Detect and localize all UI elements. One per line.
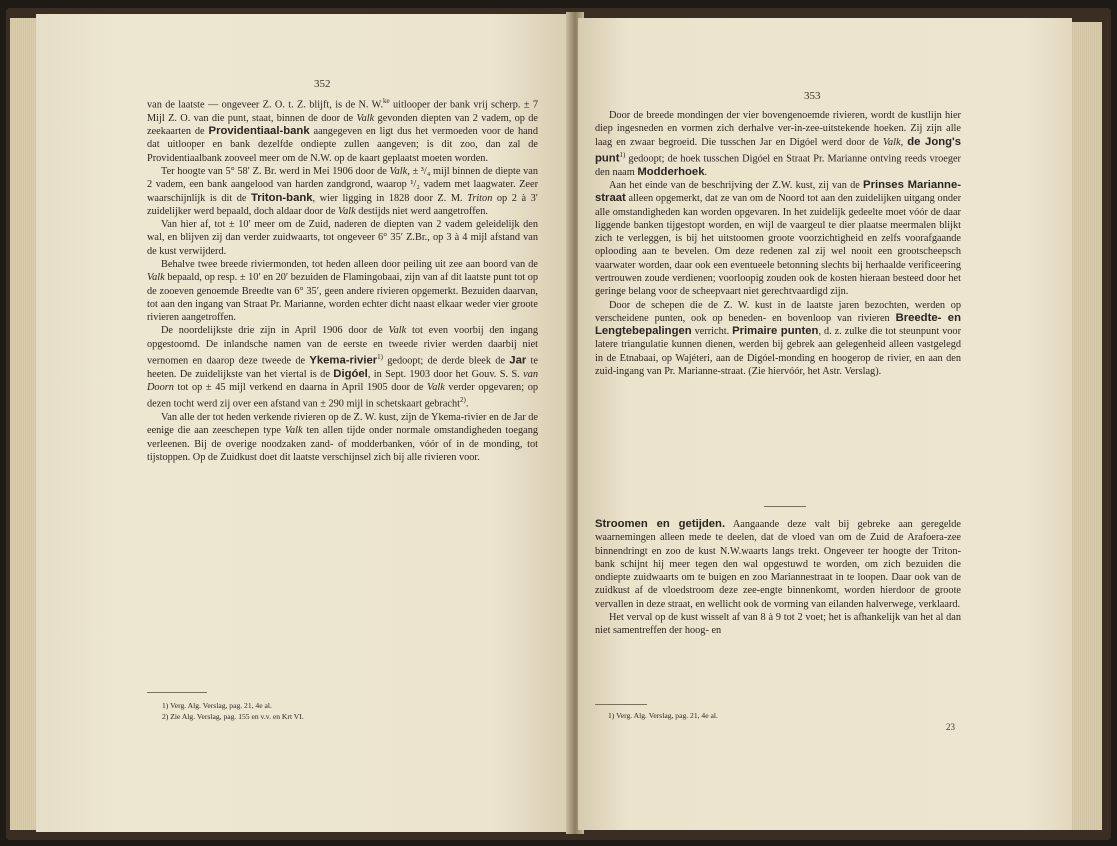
superscript: ke [383,97,390,105]
bold-term: Digóel [333,367,368,380]
text-run: verricht. [691,326,733,338]
page-number-right: 353 [804,90,821,102]
footnote: 1) Verg. Alg. Verslag, pag. 21, 4e al. [608,711,718,720]
text-run: gevonden diepten van 2 vadem, op de zeekaarten de [147,112,538,138]
bold-term: Ykema-rivier [309,354,378,367]
paragraph [595,109,961,179]
paragraph [147,411,538,464]
text-run: te heeten. De zuidelijkste van het viertal is de [147,355,538,380]
footnote-ref: 1) [619,150,626,159]
page-edges-left [10,18,38,830]
footnote: 1) Verg. Alg. Verslag, pag. 21, 4e al. [162,701,272,710]
bold-term: Jar [509,354,527,367]
paragraph [147,95,538,165]
text-run: , ± ³/₄ mijl binnen de diepte van 2 vadem, een bank aangelood van harden zandgrond, waarop ¹/₂ vadem met laagwater. Zeer waarschijnlijk is dit de [147,165,538,204]
bold-term: Primaire punten [732,325,819,338]
bold-term: Providentiaal-bank [208,125,310,138]
text-run: , d. z. zulke die tot steunpunt voor latere triangulatie kunnen dienen, werden bij gebrek aan gelegenheid alleen vastgelegd in de Etnabaai, op Wajéteri, aan de Digóel-monding en hoogerop de rivier, en aan den zuid-ingang van Pr. Marianne-straat. (Zie hiervóór, het Astr. Verslag). [595,326,961,378]
ship-name: van Doorn [147,368,538,394]
bold-term: Triton-bank [251,191,313,204]
bold-term: Modderhoek [637,165,705,178]
ship-name: Valk [388,325,407,337]
text-run: Door de schepen die de Z. W. kust in de laatste jaren bezochten, werden op verscheidene punten, ook op beneden- en bovenloop van rivieren [595,299,961,324]
ship-name: Valk [337,205,356,217]
text-run: Ter hoogte van 5° 58′ Z. Br. werd in Mei 1906 door de [161,165,390,177]
paragraph [595,518,961,611]
ship-name: Valk [284,425,303,437]
ship-name: Valk [427,382,445,394]
text-run: verder opgevaren; op dezen tocht werd zij over een afstand van ± 290 mijl in schetskaart gebracht [147,382,538,410]
text-run: van de laatste — ongeveer Z. O. t. Z. blijft, is de N. W. [147,99,384,111]
paragraph [147,324,538,411]
paragraph [595,179,961,299]
text-run: tot op ± 45 mijl verkend en daarna in April 1905 door de [173,382,428,394]
paragraph: Het verval op de kust wisselt af van 8 à 9 tot 2 voet; het is afhankelijk van het al dan niet samentreffen der hoog- en [595,612,961,637]
paragraph [595,299,961,379]
paragraph: Van hier af, tot ± 10′ meer om de Zuid, naderen de diepten van 2 vadem geleidelijk den wal, en blijven zij dan verder zuidwaarts, tot ongeveer 6° 35′ Z.Br., op 3 à 4 mijl afstand van de kust verwijderd. [147,219,538,257]
ship-name: Valk [147,272,165,284]
text-run: bepaald, op resp. ± 10′ en 20′ bezuiden de Flamingobaai, zijn van af dit laatste punt tot op de zooeven genoemde Breedte van 6° 35′, geen andere rivieren opgemerkt. Bezuiden daarvan, tot aan den ingang van Straat Pr. Marianne, worden echter dicht naast elkaar weder vier groote rivieren aangetroffen. [147,272,538,324]
left-page [36,14,572,832]
section-divider [764,506,806,507]
text-run: gedoopt; de hoek tusschen Digóel en Straat Pr. Marianne ontving reeds vroeger den naam [595,153,961,178]
text-run: gedoopt; de derde bleek de [382,355,510,367]
footnote-ref: 2) [460,396,466,405]
text-run: . [465,398,469,410]
ship-name: Triton [467,192,493,204]
text-run: aangegeven en ligt dus het vermoeden voor de hand dat uitlooper en bank dezelfde ondiepte zullen aangeven; is dit zoo, dan zal de Providentiaalbank zooveel meer om de N.W. op de kaart geplaatst moeten worden. [147,126,538,164]
bold-term: Prinses Marianne-straat [595,178,961,205]
signature-mark: 23 [946,722,955,732]
bold-term: Breedte- en Lengtebepalingen [595,311,961,338]
text-run: . [704,166,708,178]
text-run: alleen opgemerkt, dat ze van om de Noord tot aan den zuidelijken uitgang onder alle omstandigheden kan worden opgevaren. In het zuidelijk gedeelte moet vóór de daar liggende banken tijgestopt worden, en wijl de vaargeul te dier plaatse meermalen blijkt zich te verleggen, is bij het uitstoomen groote voorzichtigheid en zelfs voorafgaande oplooding aan te bevelen. Om deze redenen zal zij wel nooit een grootscheepsch vaarwater worden, daar ook een eventueele betonning slechts bij herhaalde verificeering vertrouwen zoude verdienen; voorloopig zouden ook de kosten hieraan besteed door het geringe belang voor de scheepvaart niet gerechtvaardigd zijn. [595,193,961,298]
text-run: destijds niet werd aangetroffen. [355,205,488,217]
right-page [578,18,1072,830]
text-run: Aan het einde van de beschrijving der Z.W. kust, zij van de [609,179,864,191]
text-run: , [900,136,908,148]
paragraph [147,258,538,324]
page-number-left: 352 [314,78,331,90]
footnote-divider [595,704,647,705]
page-edges-right [1070,22,1102,830]
text-run: uitlooper der bank vrij scherp. ± 7 Mijl Z. O. van die punt, staat, binnen de door de [147,99,538,124]
left-page-body [147,95,538,464]
left-footnotes [162,700,522,722]
paragraph [147,165,538,218]
right-page-body [595,109,961,378]
bold-term: de Jong's punt [595,135,961,165]
text-run: , in Sept. 1903 door het Gouv. S. S. [367,368,524,380]
ship-name: Valk [882,136,901,148]
footnote: 2) Zie Alg. Verslag, pag. 155 en v.v. en Krt VI. [162,712,304,721]
section-heading: Stroomen en getijden. [595,518,726,530]
footnote-divider [147,692,207,693]
right-footnotes [608,710,938,721]
text-run: Aangaande deze valt bij gebreke aan geregelde waarnemingen alleen mede te deelen, dat de vloed van om de Zuid de Arafoera-zee binnendringt en zoo de kust N.W.waarts langs trekt. Ongeveer ter hoogte der Triton-bank schijnt hij meer tegen den wal opgestuwd te worden, om zich bezuiden die ondiepte zuidwaarts om te buigen en zoo Mariannestraat in te loopen. Daar ook van de zuidkust af de vloedstroom deze zee-engte binnenkomt, worden hierdoor de groote vervallen in deze straat, en wellicht ook de vorming van eilanden halverwege, verklaard. [595,519,961,610]
text-run: , wier ligging in 1828 door Z. M. [312,192,468,204]
text-run: tot even voorbij den ingang opgestoomd. De inlandsche namen van de eerste en tweede rivier werden daarbij niet vernomen en daarop deze tweede de [147,325,538,367]
text-run: Behalve twee breede riviermonden, tot heden alleen door peiling uit zee aan boord van de [161,258,538,270]
text-run: ten allen tijde onder normale omstandigheden toegang verleenen. Bij de overige noodzaken zand- of modderbanken, vóór of in de monding, tot tijstoppen. Op de Zuidkust doet dit laatste verschijnsel zich bij alle rivieren voor. [147,425,538,463]
ship-name: Valk [389,165,408,177]
footnote-ref: 1) [377,353,383,362]
text-run: Van alle der tot heden verkende rivieren op de Z. W. kust, zijn de Ykema-rivier en de Jar de eenige die aan zeeschepen type [147,412,538,437]
right-page-body-2 [595,518,961,638]
text-run: De noordelijkste drie zijn in April 1906 door de [161,325,389,337]
text-run: Door de breede mondingen der vier bovengenoemde rivieren, wordt de kustlijn hier diep ingesneden en vormen zich derhalve ver-in-zee-uitstekende hoeken. Zij zijn alle laag en zwaar begroeid. Die tusschen Jar en Digóel werd door de [595,110,961,148]
ship-name: Valk [356,112,375,124]
text-run: op 2 à 3′ zuidelijker werd bepaald, doch aldaar door de [147,192,538,217]
